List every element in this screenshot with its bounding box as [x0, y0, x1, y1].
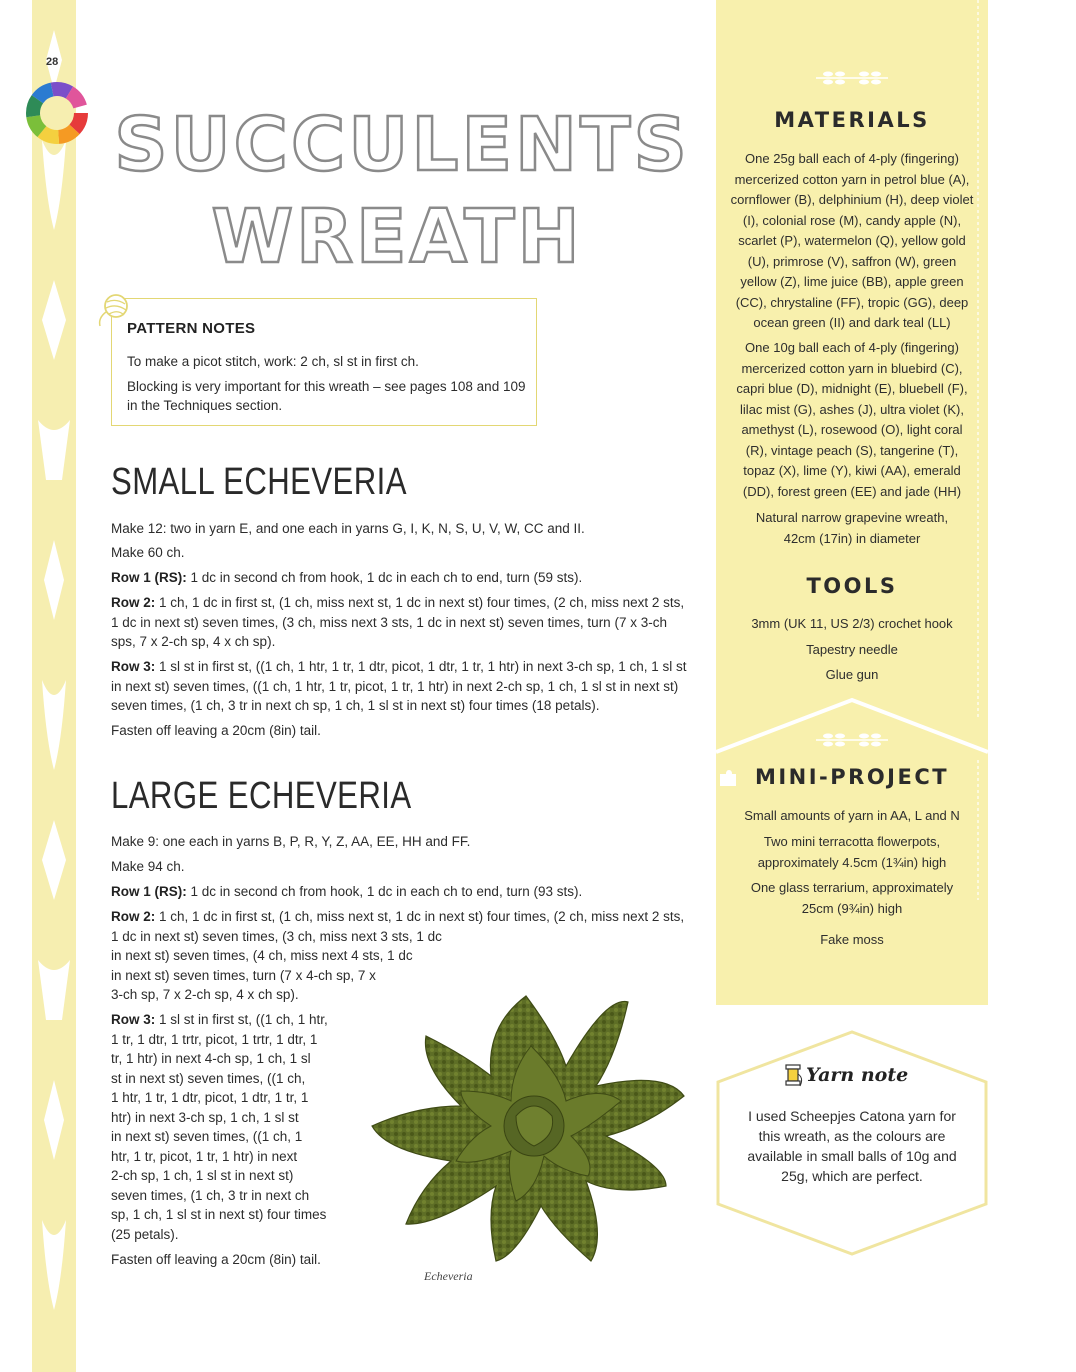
- mini-project-item: Small amounts of yarn in AA, L and N: [744, 808, 960, 823]
- materials-heading: MATERIALS: [774, 108, 930, 132]
- materials-text: One 10g ball each of 4-ply (fingering) mercerized cotton yarn in bluebird (C), capri blue (D), midnight (E), bluebell (F), lilac mist (G), ashes (J), ultra violet (K), amethyst (L), rosewood (O), light coral (R), vintage peach (S), tangerine (T), topaz (X), lime (Y), kiwi (AA), emerald (DD), forest green (EE) and jade (HH): [736, 340, 968, 499]
- row-text: htr) in next 3-ch sp, 1 ch, 1 sl st: [111, 1109, 299, 1125]
- row-text: 1 sl st in first st, ((1 ch, 1 htr,: [155, 1012, 328, 1027]
- instruction-row-3: [111, 1010, 351, 1244]
- instruction-text: Make 9: one each in yarns B, P, R, Y, Z, AA, EE, HH and FF.: [111, 834, 471, 849]
- instruction-row-2: [111, 593, 691, 652]
- row-text: sp, 1 ch, 1 sl st in next st) four times: [111, 1207, 327, 1222]
- pattern-notes-text: To make a picot stitch, work: 2 ch, sl st in first ch.: [127, 354, 419, 369]
- page-number: 28: [46, 56, 59, 68]
- row-text: 1 htr, 1 tr, 1 dtr, picot, 1 dtr, 1 tr, 1: [111, 1090, 309, 1105]
- instruction-text: Make 60 ch.: [111, 545, 185, 560]
- row-text: tr, 1 htr) in next 4-ch sp, 1 ch, 1 sl: [111, 1051, 311, 1066]
- mini-project-item: One glass terrarium, approximately 25cm (9¾in) high: [750, 880, 954, 916]
- instruction-text: Make 12: two in yarn E, and one each in yarns G, I, K, N, S, U, V, W, CC and II.: [111, 521, 585, 536]
- row-label: Row 3:: [111, 659, 156, 674]
- instruction-row-1: [111, 882, 691, 902]
- laurel-ornament-icon: [810, 728, 894, 752]
- row-text: seven times, (1 ch, 3 tr in next ch: [111, 1187, 310, 1203]
- instruction-text: Make 94 ch.: [111, 859, 185, 874]
- instruction-text: Fasten off leaving a 20cm (8in) tail.: [111, 723, 321, 738]
- mini-project-item: Fake moss: [820, 932, 884, 947]
- mini-project-heading: MINI-PROJECT: [754, 765, 950, 789]
- instruction-text: Fasten off leaving a 20cm (8in) tail.: [111, 1252, 321, 1267]
- instruction-row-1: [111, 568, 691, 588]
- row-label: Row 1 (RS):: [111, 570, 187, 585]
- row-text: htr, 1 tr, picot, 1 tr, 1 htr) in next: [111, 1148, 298, 1164]
- pattern-notes-heading: PATTERN NOTES: [127, 320, 256, 337]
- row-label: Row 1 (RS):: [111, 884, 187, 899]
- row-text: 1 ch, 1 dc in first st, (1 ch, miss next st, 1 dc in next st) four times, (2 ch, miss next 2 sts, 1 dc in next st) seven times, (3 ch, miss next 3 sts, 1 dc in next st) seven times, turn (7 x 3-ch sps, 7 x 2-ch sp, 4 x ch sp).: [111, 595, 685, 649]
- row-text: (25 petals).: [111, 1226, 179, 1242]
- tools-item: Tapestry needle: [806, 642, 898, 657]
- decorative-side-strip: [32, 0, 76, 1372]
- laurel-ornament-icon: [810, 66, 894, 90]
- row-text: in next st) seven times, turn (7 x 4-ch sp, 7 x: [111, 967, 376, 983]
- row-text: st in next st) seven times, ((1 ch,: [111, 1070, 306, 1086]
- tools-heading: TOOLS: [806, 574, 898, 598]
- materials-text: One 25g ball each of 4-ply (fingering) mercerized cotton yarn in petrol blue (A), cornflower (B), delphinium (H), deep violet (I), colonial rose (M), candy apple (N), scarlet (P), watermelon (Q), yellow gold (U), primrose (V), saffron (W), green yellow (Z), lime juice (BB), apple green (CC), chrystaline (FF), tropic (GG), deep ocean green (II) and dark teal (LL): [730, 151, 974, 330]
- materials-text: Natural narrow grapevine wreath, 42cm (17in) in diameter: [755, 510, 949, 546]
- section-heading-small-echeveria: SMALL ECHEVERIA: [111, 461, 407, 503]
- row-text: 1 ch, 1 dc in first st, (1 ch, miss next st, 1 dc in next st) four times, (2 ch, miss next 2 sts,: [155, 909, 685, 924]
- instruction-row-3: [111, 657, 691, 716]
- yarn-note-title: Yarn note: [806, 1064, 909, 1086]
- row-text: in next st) seven times, ((1 ch, 1: [111, 1129, 303, 1144]
- crochet-echeveria-image: [366, 976, 690, 1266]
- tools-item: 3mm (UK 11, US 2/3) crochet hook: [751, 616, 953, 631]
- row-label: Row 2:: [111, 595, 156, 610]
- mini-project-item: Two mini terracotta flowerpots, approximately 4.5cm (1¾in) high: [757, 834, 947, 870]
- row-text: in next st) seven times, (4 ch, miss next 4 sts, 1 dc: [111, 948, 413, 963]
- image-caption: Echeveria: [424, 1269, 473, 1283]
- colorful-wreath-icon: [22, 78, 92, 148]
- page-title-line-1: SUCCULENTS: [114, 102, 690, 188]
- row-text: 1 tr, 1 dtr, 1 trtr, picot, 1 trtr, 1 dtr, 1: [111, 1031, 318, 1047]
- yarn-spool-icon: [782, 1062, 804, 1088]
- row-text: 1 dc in next st) seven times, (3 ch, miss next 3 sts, 1 dc: [111, 928, 442, 944]
- section-heading-large-echeveria: LARGE ECHEVERIA: [111, 775, 412, 817]
- row-label: Row 2:: [111, 909, 156, 924]
- row-text: 1 dc in second ch from hook, 1 dc in each ch to end, turn (93 sts).: [186, 884, 583, 899]
- row-text: 3-ch sp, 7 x 2-ch sp, 4 x ch sp).: [111, 987, 299, 1002]
- tools-item: Glue gun: [825, 667, 879, 682]
- row-text: 1 dc in second ch from hook, 1 dc in each ch to end, turn (59 sts).: [186, 570, 583, 585]
- pattern-notes-text: Blocking is very important for this wreath – see pages 108 and 109 in the Techniques section.: [127, 379, 526, 413]
- page-title-line-2: WREATH: [211, 194, 583, 280]
- row-text: 1 sl st in first st, ((1 ch, 1 htr, 1 tr, 1 dtr, picot, 1 dtr, 1 tr, 1 htr) in next 3-ch sp, 1 ch, 1 sl st in next st) seven times, ((1 ch, 1 htr, 1 tr, picot, 1 tr, 1 htr) in next 2-ch sp, 1 ch, 1 sl st in next st) seven times, (1 ch, 3 tr in next ch sp, 1 ch, 1 sl st in next st) four times (18 petals).: [111, 659, 687, 713]
- yarn-note-text: I used Scheepjes Catona yarn for this wreath, as the colours are available in small balls of 10g and 25g, which are perfect.: [747, 1108, 957, 1184]
- row-text: 2-ch sp, 1 ch, 1 sl st in next st): [111, 1168, 294, 1183]
- row-label: Row 3:: [111, 1012, 156, 1027]
